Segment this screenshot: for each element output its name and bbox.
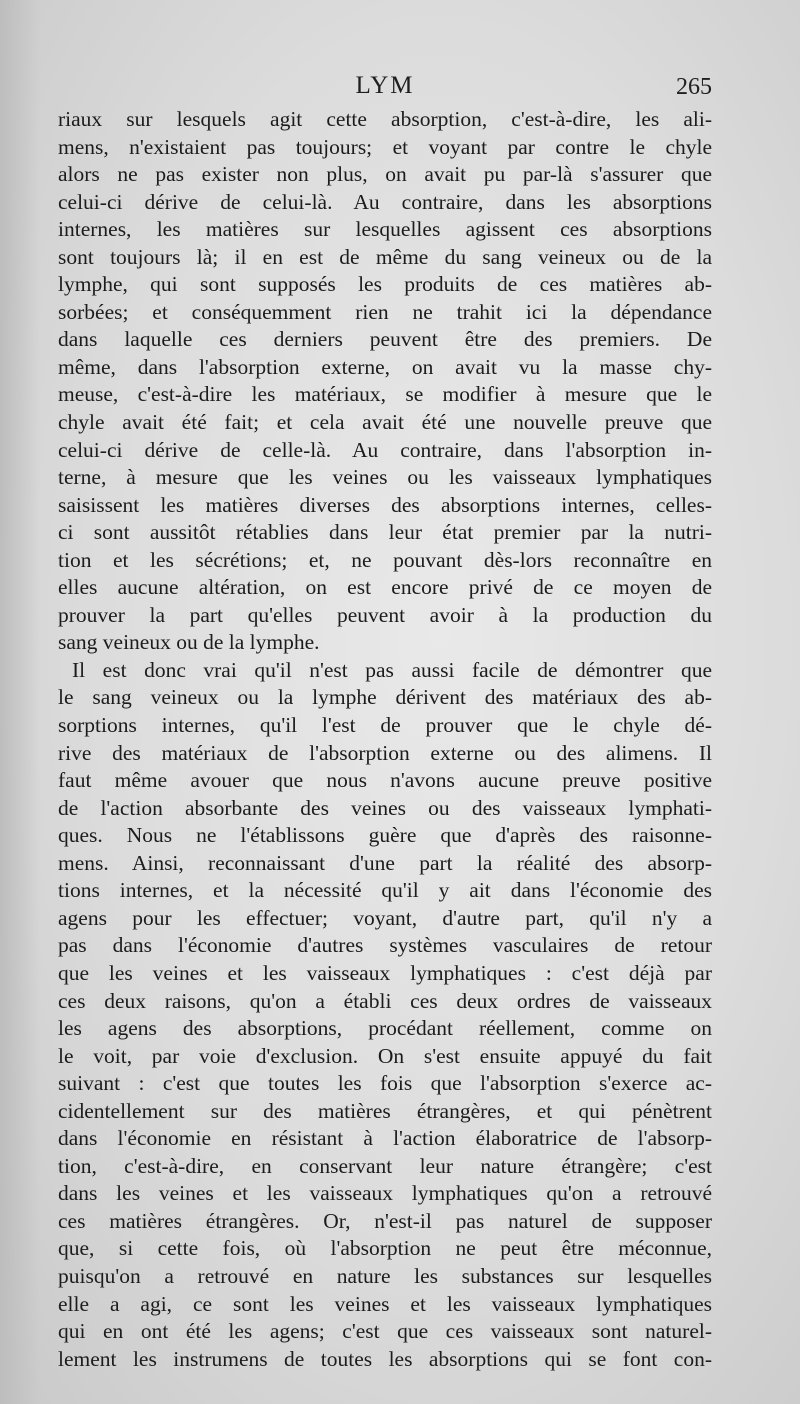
text-line: elle a agi, ce sont les veines et les vaisseaux lymphatiques bbox=[58, 1291, 712, 1316]
text-line: que, si cette fois, où l'absorption ne peut être méconnue, bbox=[58, 1236, 712, 1261]
text-line: ques. Nous ne l'établissons guère que d'après des raisonne- bbox=[58, 823, 712, 848]
text-line: saisissent les matières diverses des absorptions internes, celles- bbox=[58, 492, 712, 517]
text-line: le sang veineux ou la lymphe dérivent des matériaux des ab- bbox=[58, 685, 712, 710]
text-line: riaux sur lesquels agit cette absorption, c'est-à-dire, les ali- bbox=[58, 107, 712, 131]
text-line: dans l'économie en résistant à l'action élaboratrice de l'absorp- bbox=[58, 1126, 712, 1151]
text-line: Il est donc vrai qu'il n'est pas aussi facile de démontrer que bbox=[72, 657, 712, 682]
text-line: elles aucune altération, on est encore privé de ce moyen de bbox=[58, 575, 712, 600]
page-number: 265 bbox=[676, 74, 712, 100]
text-line: lement les instrumens de toutes les absorptions qui se font con- bbox=[58, 1346, 712, 1371]
text-line: cidentellement sur des matières étrangères, et qui pénètrent bbox=[58, 1098, 712, 1123]
text-line: suivant : c'est que toutes les fois que l'absorption s'exerce ac- bbox=[58, 1071, 712, 1096]
text-line: le voit, par voie d'exclusion. On s'est ensuite appuyé du fait bbox=[58, 1043, 712, 1068]
text-line: chyle avait été fait; et cela avait été une nouvelle preuve que bbox=[58, 410, 712, 435]
paragraph-end-line: sang veineux ou de la lymphe. bbox=[58, 630, 320, 655]
running-head: LYM bbox=[355, 72, 415, 99]
text-line: dans laquelle ces derniers peuvent être des premiers. De bbox=[58, 327, 712, 352]
text-line: puisqu'on a retrouvé en nature les substances sur lesquelles bbox=[58, 1263, 712, 1288]
text-line: ces matières étrangères. Or, n'est-il pas naturel de supposer bbox=[58, 1208, 712, 1233]
text-line: tion et les sécrétions; et, ne pouvant dès-lors reconnaître en bbox=[58, 547, 712, 572]
text-line: celui-ci dérive de celui-là. Au contraire, dans les absorptions bbox=[58, 189, 712, 214]
text-line: ci sont aussitôt rétablies dans leur état premier par la nutri- bbox=[58, 520, 712, 545]
text-line: mens, n'existaient pas toujours; et voyant par contre le chyle bbox=[58, 134, 712, 159]
text-line: meuse, c'est-à-dire les matériaux, se modifier à mesure que le bbox=[58, 382, 712, 407]
text-line: dans les veines et les vaisseaux lymphatiques qu'on a retrouvé bbox=[58, 1181, 712, 1206]
text-line: tion, c'est-à-dire, en conservant leur nature étrangère; c'est bbox=[58, 1153, 712, 1178]
text-line: alors ne pas exister non plus, on avait pu par-là s'assurer que bbox=[58, 162, 712, 187]
text-line: de l'action absorbante des veines ou des vaisseaux lymphati- bbox=[58, 795, 712, 820]
text-line: pas dans l'économie d'autres systèmes vasculaires de retour bbox=[58, 933, 712, 958]
text-line: les agens des absorptions, procédant réellement, comme on bbox=[58, 1016, 712, 1041]
text-line: rive des matériaux de l'absorption externe ou des alimens. Il bbox=[58, 740, 712, 765]
text-line: celui-ci dérive de celle-là. Au contraire, dans l'absorption in- bbox=[58, 437, 712, 462]
page-header bbox=[58, 72, 712, 106]
text-line: sont toujours là; il en est de même du sang veineux ou de la bbox=[58, 244, 712, 269]
body-text bbox=[58, 106, 712, 1373]
text-line: sorbées; et conséquemment rien ne trahit ici la dépendance bbox=[58, 299, 712, 324]
text-line: internes, les matières sur lesquelles agissent ces absorptions bbox=[58, 217, 712, 242]
text-line: ces deux raisons, qu'on a établi ces deux ordres de vaisseaux bbox=[58, 988, 712, 1013]
text-line: mens. Ainsi, reconnaissant d'une part la réalité des absorp- bbox=[58, 850, 712, 875]
text-line: sorptions internes, qu'il l'est de prouver que le chyle dé- bbox=[58, 713, 712, 738]
text-line: terne, à mesure que les veines ou les vaisseaux lymphatiques bbox=[58, 465, 712, 490]
text-line: prouver la part qu'elles peuvent avoir à la production du bbox=[58, 602, 712, 627]
text-line: agens pour les effectuer; voyant, d'autre part, qu'il n'y a bbox=[58, 905, 712, 930]
text-line: même, dans l'absorption externe, on avait vu la masse chy- bbox=[58, 354, 712, 379]
text-line: lymphe, qui sont supposés les produits de ces matières ab- bbox=[58, 272, 712, 297]
text-line: faut même avouer que nous n'avons aucune preuve positive bbox=[58, 768, 712, 793]
text-line: tions internes, et la nécessité qu'il y ait dans l'économie des bbox=[58, 878, 712, 903]
text-line: qui en ont été les agens; c'est que ces vaisseaux sont naturel- bbox=[58, 1319, 712, 1344]
text-line: que les veines et les vaisseaux lymphatiques : c'est déjà par bbox=[58, 960, 712, 985]
binding-shadow bbox=[0, 0, 40, 1404]
